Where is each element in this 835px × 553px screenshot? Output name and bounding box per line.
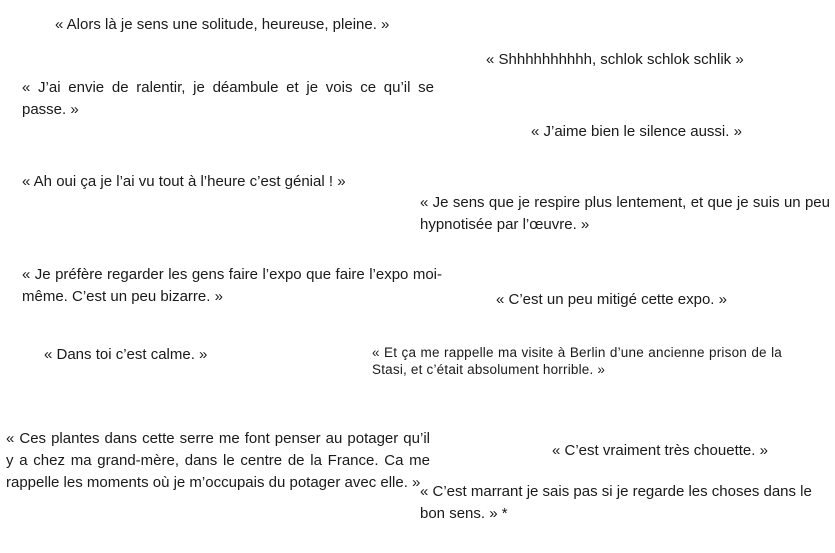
quote-silence: « J’aime bien le silence aussi. » [531, 123, 742, 140]
quote-genial: « Ah oui ça je l’ai vu tout à l’heure c’est génial ! » [22, 173, 346, 190]
quote-solitude: « Alors là je sens une solitude, heureuse, pleine. » [55, 16, 390, 33]
quote-calme: « Dans toi c’est calme. » [44, 346, 208, 363]
quote-respire: « Je sens que je respire plus lentement, et que je suis un peu hypnotisée par l’œuvre. » [420, 194, 830, 233]
quote-expo-gens: « Je préfère regarder les gens faire l’expo que faire l’expo moi-même. C’est un peu bizarre. » [22, 266, 442, 305]
quote-bon-sens: « C’est marrant je sais pas si je regarde les choses dans le bon sens. » * [420, 483, 812, 522]
quote-mitige: « C’est un peu mitigé cette expo. » [496, 291, 727, 308]
quote-shhh: « Shhhhhhhhhh, schlok schlok schlik » [486, 51, 744, 68]
quote-potager: « Ces plantes dans cette serre me font penser au potager qu’il y a chez ma grand-mère, dans le centre de la France. Ca me rappelle les moments où je m’occupais du potager avec elle. » [6, 430, 430, 491]
quote-ralentir: « J’ai envie de ralentir, je déambule et je vois ce qu’il se passe. » [22, 79, 434, 118]
quote-berlin: « Et ça me rappelle ma visite à Berlin d’une ancienne prison de la Stasi, et c’était absolument horrible. » [372, 345, 782, 377]
quote-chouette: « C’est vraiment très chouette. » [552, 442, 768, 459]
